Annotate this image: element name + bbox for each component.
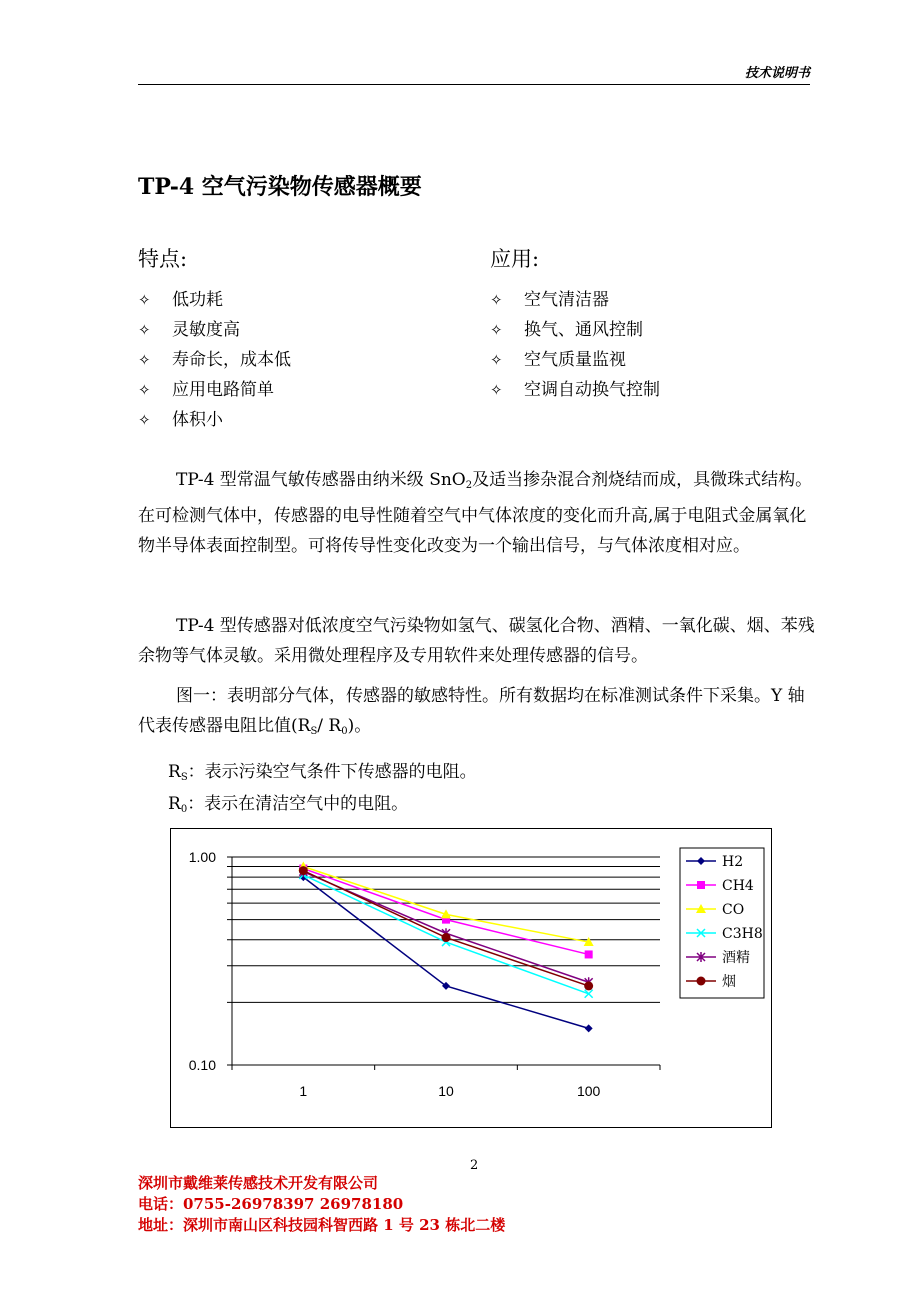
data-point bbox=[442, 933, 451, 942]
data-point bbox=[584, 981, 593, 990]
bullet-icon: ✧ bbox=[138, 291, 151, 309]
page-title: TP-4 空气污染物传感器概要 bbox=[138, 174, 422, 200]
list-item: ✧ 空调自动换气控制 bbox=[490, 375, 660, 405]
list-item: ✧ 换气、通风控制 bbox=[490, 315, 660, 345]
bullet-icon: ✧ bbox=[138, 411, 151, 429]
legend-marker bbox=[697, 977, 706, 986]
list-item: ✧ 寿命长，成本低 bbox=[138, 345, 291, 375]
features-list bbox=[138, 285, 291, 435]
x-tick-label: 100 bbox=[576, 1083, 601, 1099]
data-point bbox=[585, 950, 593, 958]
list-item: ✧ 空气清洁器 bbox=[490, 285, 660, 315]
header-label: 技术说明书 bbox=[744, 66, 810, 81]
chart-legend bbox=[680, 848, 764, 998]
legend-label: CO bbox=[722, 902, 745, 918]
y-tick-label: 0.10 bbox=[188, 1057, 216, 1073]
sensitivity-chart bbox=[170, 828, 772, 1128]
rs-definition: $R_S$：表示污染空气条件下传感器的电阻。 bbox=[168, 762, 477, 783]
legend-marker bbox=[697, 881, 705, 889]
bullet-icon: ✧ bbox=[490, 351, 503, 369]
bullet-icon: ✧ bbox=[138, 351, 151, 369]
list-item: ✧ 灵敏度高 bbox=[138, 315, 291, 345]
legend-label: CH4 bbox=[722, 878, 754, 894]
bullet-icon: ✧ bbox=[138, 321, 151, 339]
y-tick-label: 1.00 bbox=[188, 849, 216, 865]
paragraph-sensitivity: TP-4 型传感器对低浓度空气污染物如氢气、碳氢化合物、酒精、一氧化碳、烟、苯残余物等气体灵敏。采用微处理程序及专用软件来处理传感器的信号。 bbox=[138, 616, 815, 666]
footer-company: 深圳市戴维莱传感技术开发有限公司 bbox=[138, 1174, 379, 1192]
paragraph-figure-note: 图一：表明部分气体，传感器的敏感特性。所有数据均在标准测试条件下采集。Y 轴代表传感器电阻比值($R_S/$ $R_0$)。 bbox=[138, 686, 805, 737]
legend-label: H2 bbox=[722, 854, 744, 870]
footer-address: 地址：深圳市南山区科技园科智西路 1 号 23 栋北二楼 bbox=[138, 1216, 506, 1234]
footer bbox=[138, 1173, 505, 1236]
applications-section bbox=[490, 243, 660, 405]
list-item: ✧ 空气质量监视 bbox=[490, 345, 660, 375]
features-heading: 特点: bbox=[138, 247, 188, 271]
header-rule bbox=[138, 84, 810, 85]
list-item: ✧ 低功耗 bbox=[138, 285, 291, 315]
x-tick-label: 10 bbox=[438, 1083, 454, 1099]
applications-heading: 应用: bbox=[490, 247, 540, 271]
paragraph-description: TP-4 型常温气敏传感器由纳米级 SnO$_2$及适当掺杂混合剂烧结而成，具微珠式结构。在可检测气体中，传感器的电导性随着空气中气体浓度的变化而升高,属于电阻式金属氧化物半导体表面控制型。可将传导性变化改变为一个输出信号，与气体浓度相对应。 bbox=[138, 470, 813, 556]
list-item: ✧ 应用电路简单 bbox=[138, 375, 291, 405]
r0-definition: $R_0$：表示在清洁空气中的电阻。 bbox=[168, 794, 409, 815]
legend-label: 烟 bbox=[722, 974, 736, 990]
data-point bbox=[299, 866, 308, 875]
applications-list bbox=[490, 285, 660, 405]
bullet-icon: ✧ bbox=[490, 321, 503, 339]
features-section bbox=[138, 243, 291, 435]
bullet-icon: ✧ bbox=[490, 291, 503, 309]
bullet-icon: ✧ bbox=[490, 381, 503, 399]
footer-phone: 电话：0755-26978397 26978180 bbox=[138, 1195, 404, 1213]
page-number: 2 bbox=[470, 1158, 479, 1173]
list-item: ✧ 体积小 bbox=[138, 405, 291, 435]
legend-label: C3H8 bbox=[722, 926, 763, 942]
bullet-icon: ✧ bbox=[138, 381, 151, 399]
legend-label: 酒精 bbox=[722, 950, 750, 966]
x-tick-label: 1 bbox=[299, 1083, 308, 1099]
